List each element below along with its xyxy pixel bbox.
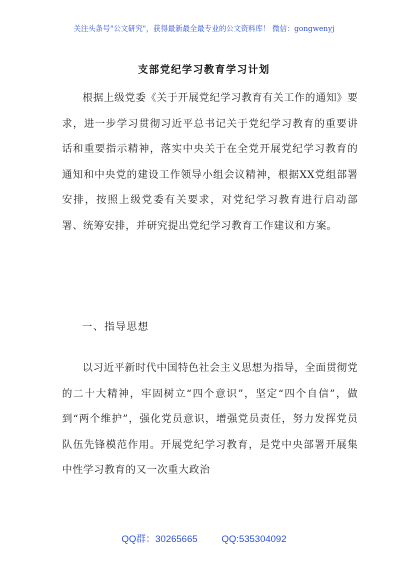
header-banner: 关注头条号"公文研究"，获得最新最全最专业的公文资料库！ 微信：gongwenyj [73,24,335,33]
section-heading-guiding-ideology: 一、指导思想 [82,322,150,333]
paragraph-intro: 根据上级党委《关于开展党纪学习教育有关工作的通知》要求，进一步学习贯彻习近平总书记关于党纪学习教育的重要讲话和重要指示精神，落实中央关于在全党开展党纪学习教育的通知和中央党的建设工作领导小组会议精神，根据XX党组部署安排，按照上级党委有关要求，对党纪学习教育进行启动部署、统筹安排，并研究提出党纪学习教育工作建议和方案。 [62,93,358,232]
document-title: 支部党纪学习教育学习计划 [138,65,270,76]
footer-qq-group: QQ群：30265665 [121,534,198,545]
paragraph-guiding-ideology: 以习近平新时代中国特色社会主义思想为指导，全面贯彻党的二十大精神，牢固树立“四个意识”，坚定“四个自信”，做到“两个维护”，强化党员意识，增强党员责任，努力发挥党员队伍先锋模范作用。开展党纪学习教育，是党中央部署开展集中性学习教育的又一次重大政治 [62,363,358,476]
footer-qq: QQ:535304092 [221,534,287,545]
footer-contact [0,531,408,545]
